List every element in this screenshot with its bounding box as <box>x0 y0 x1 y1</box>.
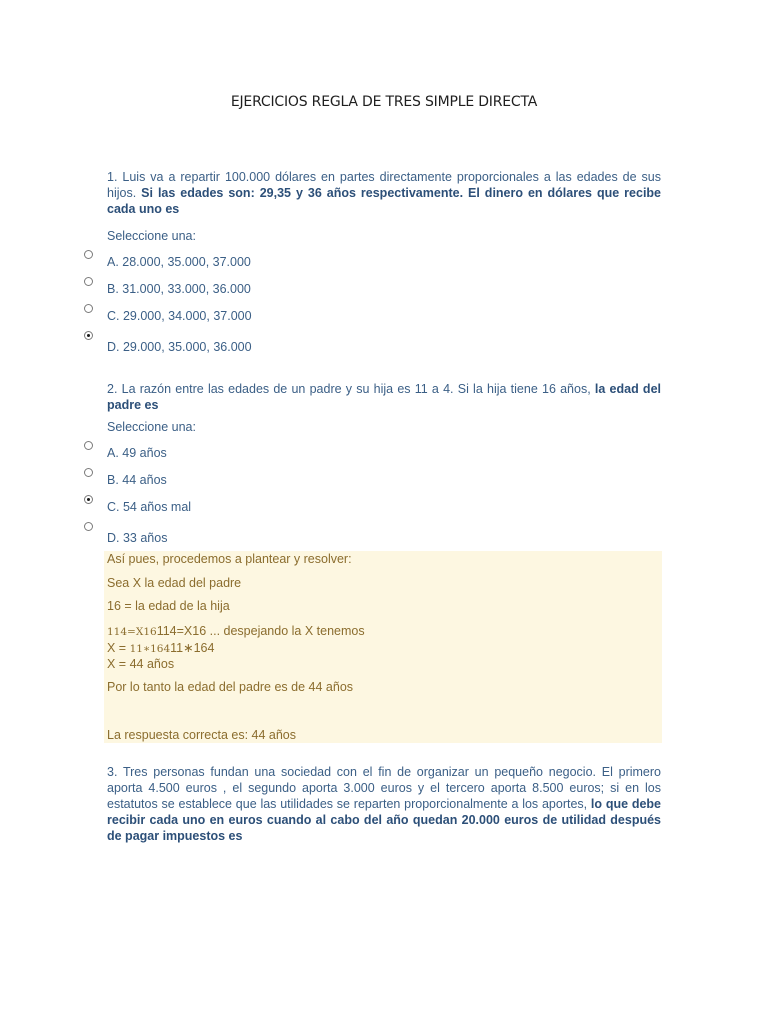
q2-radio-c[interactable] <box>84 495 93 504</box>
feedback-line-5 <box>107 640 214 655</box>
question-3-text: 3. Tres personas fundan una sociedad con el fin de organizar un pequeño negocio. El primero aporta 4.500 euros , el segundo aporta 3.000 euros y el tercero aporta 8.500 euros; si en los estatutos se establece que las utilidades se reparten proporcionalmente a los aportes, <box>107 765 661 811</box>
q1-radio-b[interactable] <box>84 277 93 286</box>
question-2 <box>107 381 661 413</box>
feedback-line-4 <box>107 624 365 638</box>
question-1-prompt: Seleccione una: <box>107 229 196 243</box>
q1-radio-c[interactable] <box>84 304 93 313</box>
question-1-bold-text: Si las edades son: 29,35 y 36 años respectivamente. El dinero en dólares que recibe cada uno es <box>107 186 661 216</box>
feedback-line-5-text: 11∗164 <box>170 641 215 655</box>
feedback-line-5-prefix: X = <box>107 641 130 655</box>
q2-radio-b[interactable] <box>84 468 93 477</box>
question-2-bold-text: la edad del padre es <box>107 382 661 412</box>
question-3-bold-text: lo que debe recibir cada uno en euros cuando al cabo del año quedan 20.000 euros de utilidad después de pagar impuestos es <box>107 797 662 843</box>
question-3 <box>107 764 661 844</box>
feedback-line-3: 16 = la edad de la hija <box>107 599 230 613</box>
question-1 <box>107 169 661 217</box>
feedback-correct-answer: La respuesta correcta es: 44 años <box>107 728 297 742</box>
q2-option-c[interactable]: C. 54 años mal <box>107 500 192 514</box>
feedback-line-1: Así pues, procedemos a plantear y resolver: <box>107 552 352 566</box>
page-title: EJERCICIOS REGLA DE TRES SIMPLE DIRECTA <box>230 94 538 110</box>
feedback-math-fraction: 114=X16 <box>107 626 157 638</box>
feedback-line-2: Sea X la edad del padre <box>107 576 242 590</box>
q1-radio-d[interactable] <box>84 331 93 340</box>
q1-option-c[interactable]: C. 29.000, 34.000, 37.000 <box>107 309 252 323</box>
q2-option-b[interactable]: B. 44 años <box>107 473 167 487</box>
q1-radio-a[interactable] <box>84 250 93 259</box>
q2-radio-d[interactable] <box>84 522 93 531</box>
question-1-text: 1. Luis va a repartir 100.000 dólares en partes directamente proporcionales a las edades de sus hijos. <box>107 170 661 200</box>
feedback-line-4-text: 114=X16 ... despejando la X tenemos <box>156 624 365 638</box>
feedback-line-7: Por lo tanto la edad del padre es de 44 años <box>107 680 354 694</box>
q1-option-a[interactable]: A. 28.000, 35.000, 37.000 <box>107 255 251 269</box>
q2-option-a[interactable]: A. 49 años <box>107 446 167 460</box>
feedback-math-product: 11∗164 <box>129 643 171 655</box>
question-2-text: 2. La razón entre las edades de un padre y su hija es 11 a 4. Si la hija tiene 16 años, <box>107 382 595 396</box>
q1-option-b[interactable]: B. 31.000, 33.000, 36.000 <box>107 282 251 296</box>
q1-option-d[interactable]: D. 29.000, 35.000, 36.000 <box>107 340 252 354</box>
feedback-line-6: X = 44 años <box>107 657 175 671</box>
q2-option-d[interactable]: D. 33 años <box>107 531 168 545</box>
q2-radio-a[interactable] <box>84 441 93 450</box>
question-2-prompt: Seleccione una: <box>107 420 196 434</box>
